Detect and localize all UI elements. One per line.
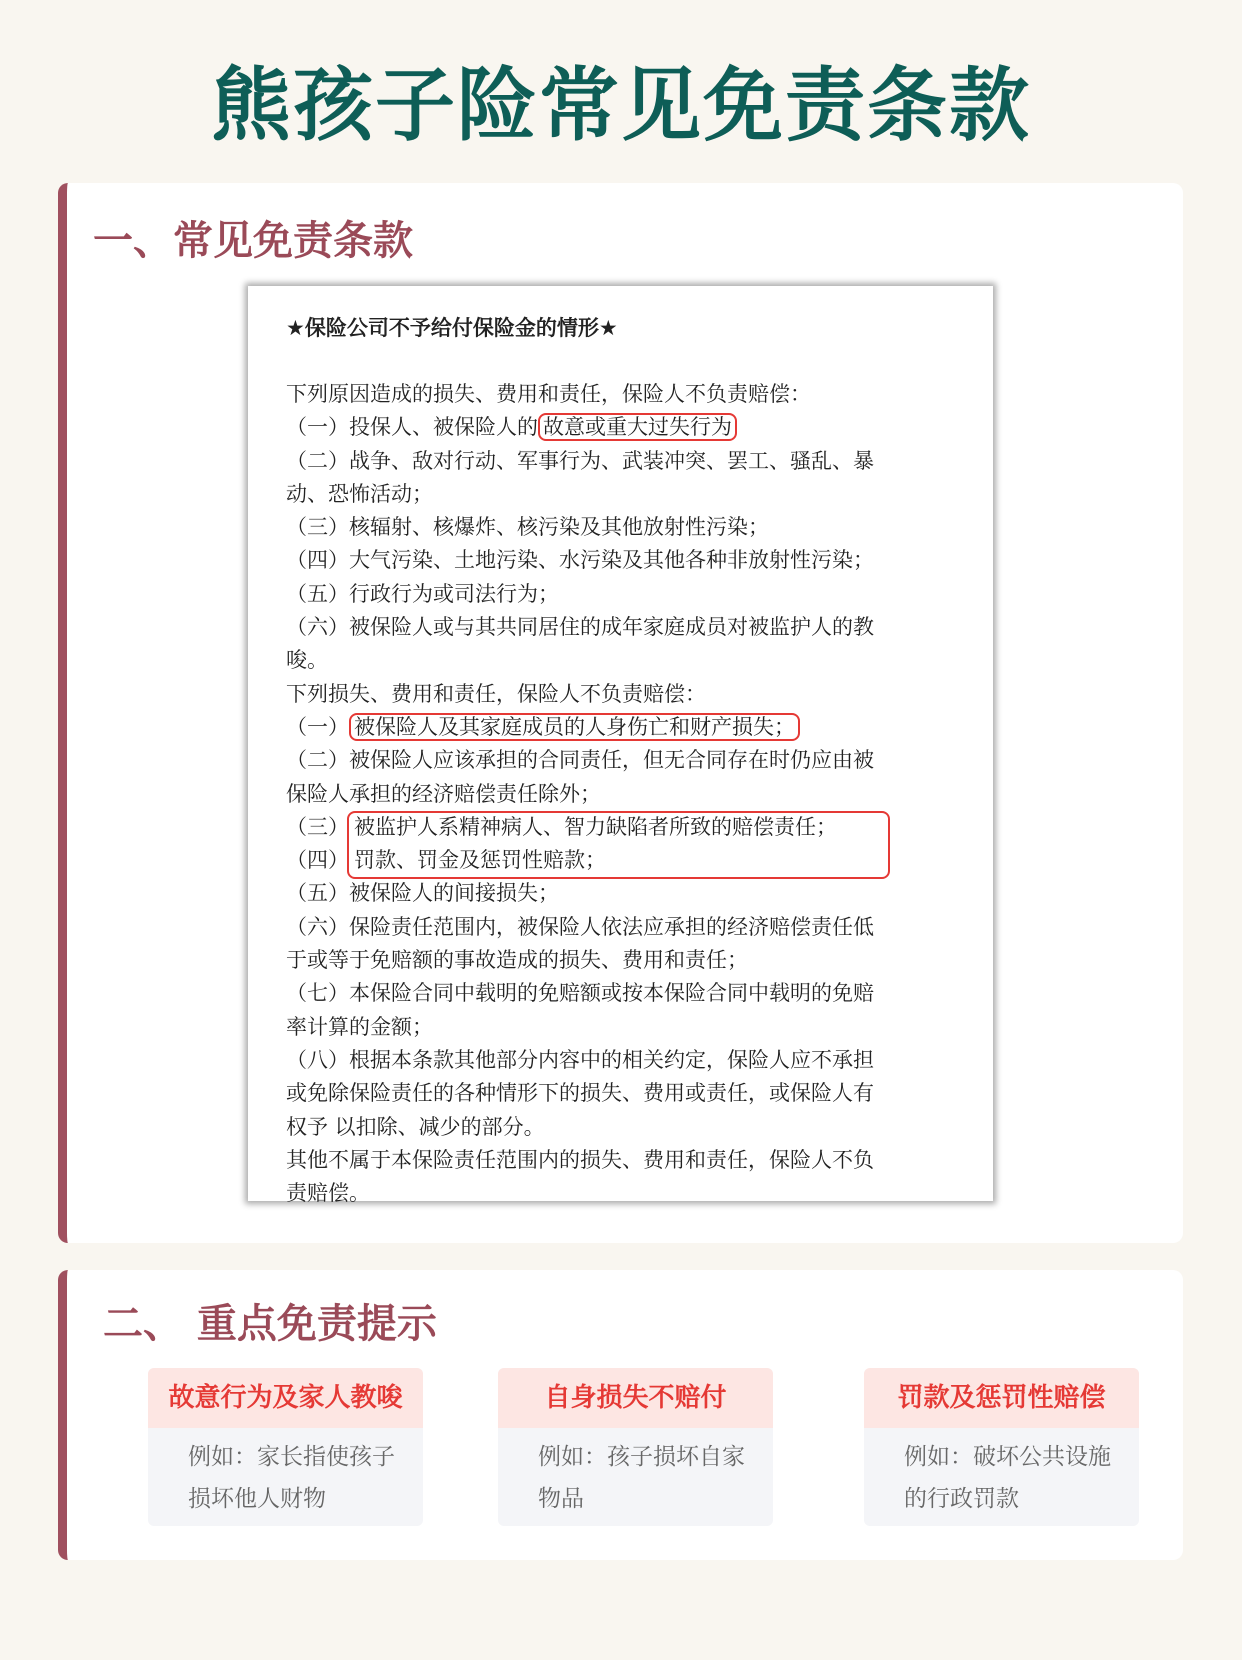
document-line: （四）大气污染、土地污染、水污染及其他各种非放射性污染； [286, 548, 874, 573]
document-line: 下列损失、费用和责任，保险人不负责赔偿： [286, 681, 706, 706]
document-line: （五）被保险人的间接损失； [286, 881, 559, 906]
document-line: 或免除保险责任的各种情形下的损失、费用或责任，或保险人有 [286, 1081, 874, 1106]
document-line: 下列原因造成的损失、费用和责任，保险人不负责赔偿： [286, 382, 811, 406]
policy-document-image [248, 286, 993, 1206]
highlight-guardian-liability: 被监护人系精神病人、智力缺陷者所致的赔偿责任； [354, 814, 837, 839]
tip-card-title: 罚款及惩罚性赔偿 [864, 1368, 1139, 1428]
document-line: （六）被保险人或与其共同居住的成年家庭成员对被监护人的教 [286, 615, 874, 640]
tip-card-example: 例如：破坏公共设施的行政罚款 [904, 1444, 1111, 1512]
document-line: 责赔偿。 [286, 1181, 370, 1206]
highlight-fines: 罚款、罚金及惩罚性赔款； [354, 848, 606, 873]
document-heading: ★保险公司不予给付保险金的情形★ [286, 316, 618, 340]
document-line: 保险人承担的经济赔偿责任除外； [286, 781, 601, 806]
highlight-intentional-act: 故意或重大过失行为 [538, 413, 737, 441]
document-line: 于或等于免赔额的事故造成的损失、费用和责任； [286, 948, 748, 973]
document-line: （五）行政行为或司法行为； [286, 581, 559, 606]
document-line: 唆。 [286, 648, 328, 673]
tip-card-fines [864, 1368, 1139, 1526]
document-line: （二）战争、敌对行动、军事行为、武装冲突、罢工、骚乱、暴 [286, 448, 874, 473]
document-line: （七）本保险合同中载明的免赔额或按本保险合同中载明的免赔 [286, 981, 874, 1006]
tip-card-example: 例如：家长指使孩子损坏他人财物 [188, 1444, 395, 1512]
tip-card-own-loss [498, 1368, 773, 1526]
page-title: 熊孩子险常见免责条款 [211, 59, 1031, 152]
document-line: （八）根据本条款其他部分内容中的相关约定，保险人应不承担 [286, 1047, 874, 1072]
document-line-text: （一） [286, 714, 349, 739]
section-title: 一、常见免责条款 [93, 218, 413, 264]
tip-card-intentional-acts [148, 1368, 423, 1526]
document-line: 权予 以扣除、减少的部分。 [286, 1114, 545, 1139]
document-line-text: （一）投保人、被保险人的 [286, 415, 538, 440]
section-common-exclusions [58, 183, 1183, 1243]
tip-card-title: 自身损失不赔付 [498, 1368, 773, 1428]
document-line [286, 844, 959, 877]
section-key-exclusion-tips [58, 1270, 1183, 1560]
section-title: 二、 重点免责提示 [103, 1301, 437, 1347]
document-line: （六）保险责任范围内，被保险人依法应承担的经济赔偿责任低 [286, 914, 874, 939]
document-line [286, 811, 959, 844]
document-line: 动、恐怖活动； [286, 481, 433, 506]
tip-card-title: 故意行为及家人教唆 [148, 1368, 423, 1428]
tip-card-example: 例如：孩子损坏自家物品 [538, 1444, 745, 1512]
document-line-text: （三） [286, 814, 349, 839]
document-line: （二）被保险人应该承担的合同责任，但无合同存在时仍应由被 [286, 748, 874, 773]
document-line: 其他不属于本保险责任范围内的损失、费用和责任，保险人不负 [286, 1147, 874, 1172]
document-line: 率计算的金额； [286, 1014, 433, 1039]
document-line-text: （四） [286, 848, 349, 873]
document-line: （三）核辐射、核爆炸、核污染及其他放射性污染； [286, 515, 769, 540]
document-line [286, 411, 959, 444]
highlight-own-loss: 被保险人及其家庭成员的人身伤亡和财产损失； [349, 713, 800, 741]
document-line [286, 711, 959, 744]
